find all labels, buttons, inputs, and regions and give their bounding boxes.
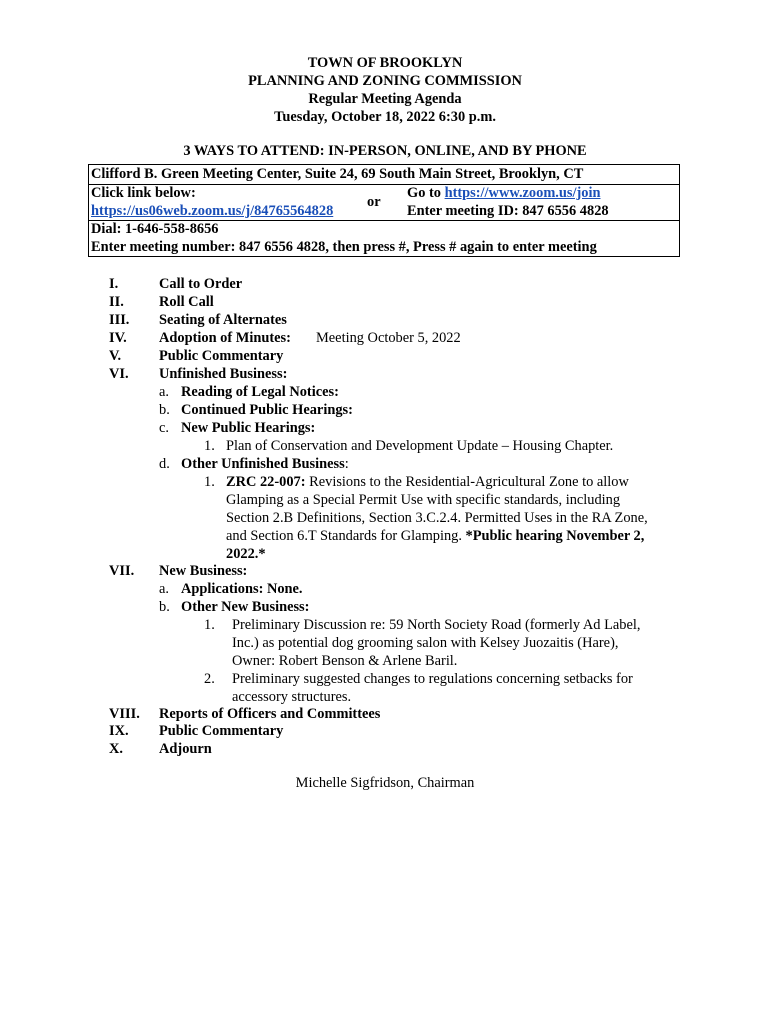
public-hearing-note: *Public hearing November 2, bbox=[465, 528, 645, 544]
meeting-id: Enter meeting ID: 847 6556 4828 bbox=[407, 203, 609, 219]
other-unfinished-business bbox=[181, 455, 349, 473]
dial-number: Dial: 1-646-558-8656 bbox=[91, 221, 219, 237]
sub-letter: d. bbox=[159, 456, 170, 472]
setbacks-item-line: Preliminary suggested changes to regulations concerning setbacks for bbox=[232, 671, 633, 687]
seating-of-alternates: Seating of Alternates bbox=[159, 312, 287, 328]
zrc-description-line: Glamping as a Special Permit Use with specific standards, including bbox=[226, 492, 621, 508]
item-number: X. bbox=[109, 741, 123, 757]
town-name: TOWN OF BROOKLYN bbox=[307, 55, 463, 71]
item-number: VIII. bbox=[109, 706, 140, 722]
online-row bbox=[89, 184, 679, 221]
phone-instructions: Enter meeting number: 847 6556 4828, then press #, Press # again to enter meeting bbox=[91, 239, 597, 255]
item-number: IX. bbox=[109, 723, 129, 739]
attend-title: 3 WAYS TO ATTEND: IN-PERSON, ONLINE, AND BY PHONE bbox=[183, 143, 587, 159]
location-row bbox=[89, 165, 679, 185]
zrc-description: Revisions to the Residential-Agricultural Zone to allow bbox=[305, 474, 629, 490]
continued-public-hearings: Continued Public Hearings: bbox=[181, 402, 353, 418]
call-to-order: Call to Order bbox=[159, 276, 243, 292]
sub-number: 2. bbox=[204, 671, 215, 687]
setbacks-item-line: accessory structures. bbox=[232, 689, 352, 705]
item-number: VI. bbox=[109, 366, 129, 382]
new-business: New Business: bbox=[159, 563, 248, 579]
label-colon: : bbox=[344, 456, 349, 472]
sub-letter: a. bbox=[159, 384, 169, 400]
sub-number: 1. bbox=[204, 438, 215, 454]
zrc-code: ZRC 22-007: bbox=[226, 474, 306, 490]
attendance-box bbox=[88, 164, 680, 257]
zrc-description-line: Section 2.B Definitions, Section 3.C.2.4. Permitted Uses in the RA Zone, bbox=[226, 510, 648, 526]
meeting-location: Clifford B. Green Meeting Center, Suite 24, 69 South Main Street, Brooklyn, CT bbox=[91, 166, 584, 182]
zrc-22-007-line bbox=[226, 473, 629, 491]
plan-of-conservation-item: Plan of Conservation and Development Update – Housing Chapter. bbox=[226, 438, 614, 454]
preliminary-discussion-line: Inc.) as potential dog grooming salon with Kelsey Juozaitis (Hare), bbox=[232, 635, 619, 651]
zoom-join-instruction bbox=[407, 185, 601, 202]
adjourn: Adjourn bbox=[159, 741, 212, 757]
new-public-hearings: New Public Hearings: bbox=[181, 420, 316, 436]
sub-number: 1. bbox=[204, 617, 215, 633]
preliminary-discussion-line: Preliminary Discussion re: 59 North Society Road (formerly Ad Label, bbox=[232, 617, 641, 633]
sub-letter: b. bbox=[159, 599, 170, 615]
or-separator: or bbox=[367, 194, 381, 210]
item-number: I. bbox=[109, 276, 119, 292]
meeting-date-time: Tuesday, October 18, 2022 6:30 p.m. bbox=[274, 109, 496, 125]
item-number: II. bbox=[109, 294, 124, 310]
adoption-of-minutes: Adoption of Minutes: bbox=[159, 330, 291, 346]
other-new-business: Other New Business: bbox=[181, 599, 310, 615]
public-hearing-note-end: 2022.* bbox=[226, 546, 266, 562]
go-to-label: Go to bbox=[407, 185, 445, 201]
minutes-meeting-date: Meeting October 5, 2022 bbox=[316, 330, 461, 346]
public-commentary: Public Commentary bbox=[159, 348, 284, 364]
zoom-meeting-link[interactable]: https://us06web.zoom.us/j/84765564828 bbox=[91, 203, 334, 219]
zoom-join-link[interactable]: https://www.zoom.us/join bbox=[444, 185, 601, 201]
chairman-signature: Michelle Sigfridson, Chairman bbox=[295, 775, 475, 791]
document-header bbox=[0, 54, 770, 126]
reports-of-officers: Reports of Officers and Committees bbox=[159, 706, 381, 722]
zrc-description-line bbox=[226, 527, 644, 545]
item-number: III. bbox=[109, 312, 130, 328]
reading-of-legal-notices: Reading of Legal Notices: bbox=[181, 384, 339, 400]
unfinished-business: Unfinished Business: bbox=[159, 366, 288, 382]
item-number: VII. bbox=[109, 563, 135, 579]
commission-name: PLANNING AND ZONING COMMISSION bbox=[248, 73, 522, 89]
item-number: IV. bbox=[109, 330, 127, 346]
other-unfinished-business-label: Other Unfinished Business bbox=[181, 456, 345, 472]
click-link-label: Click link below: bbox=[91, 185, 196, 201]
sub-letter: a. bbox=[159, 581, 169, 597]
sub-letter: b. bbox=[159, 402, 170, 418]
item-number: V. bbox=[109, 348, 122, 364]
preliminary-discussion-line: Owner: Robert Benson & Arlene Baril. bbox=[232, 653, 458, 669]
roll-call: Roll Call bbox=[159, 294, 214, 310]
applications-none: Applications: None. bbox=[181, 581, 303, 597]
public-commentary-2: Public Commentary bbox=[159, 723, 284, 739]
sub-letter: c. bbox=[159, 420, 169, 436]
zrc-description-text: and Section 6.T Standards for Glamping. bbox=[226, 528, 466, 544]
sub-number: 1. bbox=[204, 474, 215, 490]
meeting-type: Regular Meeting Agenda bbox=[308, 91, 462, 107]
